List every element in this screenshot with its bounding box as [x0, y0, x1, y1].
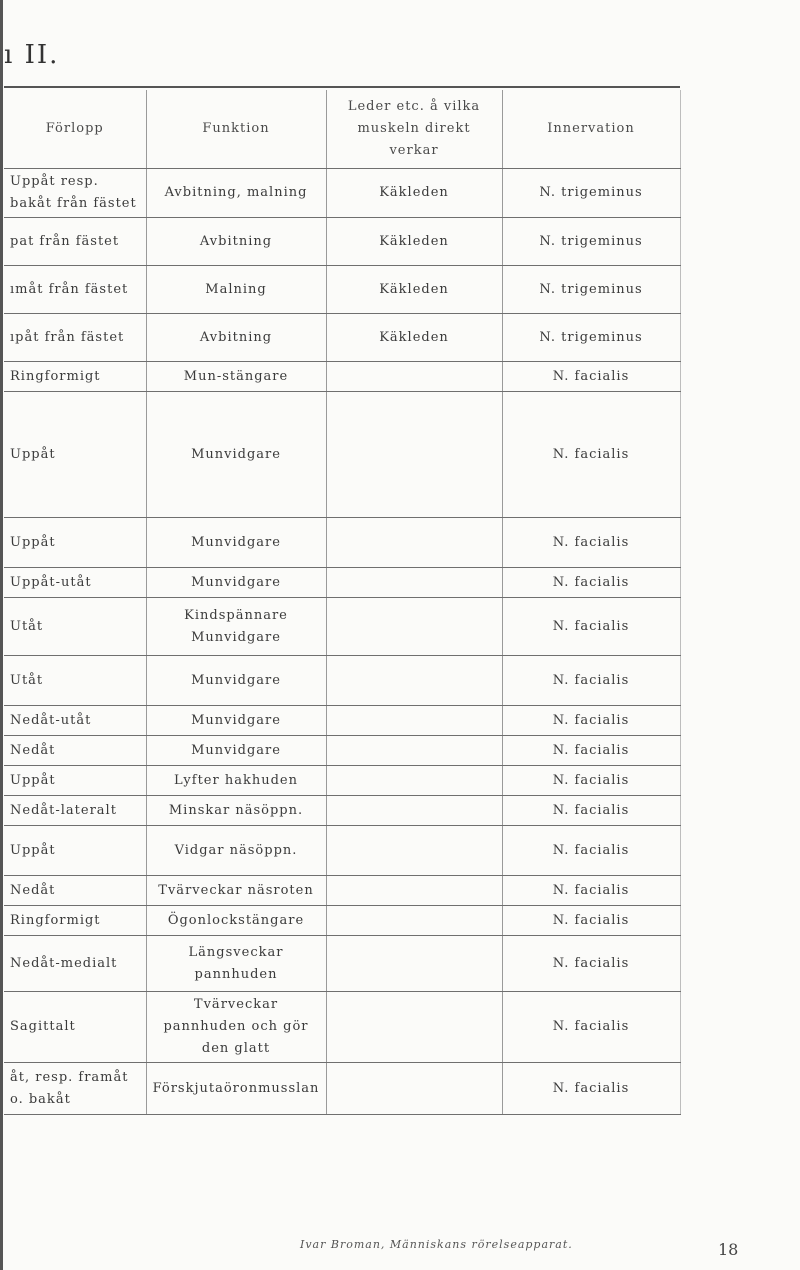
- cell-innervation: N. facialis: [502, 826, 680, 876]
- cell-innervation: N. facialis: [502, 906, 680, 936]
- cell-leder: [326, 766, 502, 796]
- table-row: [4, 906, 680, 936]
- table-row: [4, 266, 680, 314]
- cell-innervation: N. facialis: [502, 992, 680, 1063]
- cell-innervation: N. trigeminus: [502, 169, 680, 218]
- cell-innervation: N. facialis: [502, 706, 680, 736]
- cell-forlopp: Nedåt-medialt: [4, 936, 146, 992]
- cell-leder: [326, 598, 502, 656]
- cell-forlopp: Uppåt: [4, 826, 146, 876]
- cell-innervation: N. facialis: [502, 518, 680, 568]
- cell-forlopp: Utåt: [4, 598, 146, 656]
- cell-forlopp: Ringformigt: [4, 362, 146, 392]
- cell-funktion: Längsveckar pannhuden: [146, 936, 326, 992]
- cell-forlopp: Uppåt resp. bakåt från fästet: [4, 169, 146, 218]
- table-row: [4, 736, 680, 766]
- table-row: [4, 992, 680, 1063]
- cell-innervation: N. facialis: [502, 876, 680, 906]
- cell-innervation: N. facialis: [502, 656, 680, 706]
- cell-leder: [326, 992, 502, 1063]
- cell-funktion: Ögonlockstängare: [146, 906, 326, 936]
- table-row: [4, 568, 680, 598]
- header-forlopp: Förlopp: [4, 90, 146, 169]
- cell-leder: [326, 906, 502, 936]
- cell-forlopp: Uppåt: [4, 766, 146, 796]
- section-marker: ı II.: [4, 40, 60, 70]
- cell-innervation: N. facialis: [502, 736, 680, 766]
- cell-innervation: N. facialis: [502, 568, 680, 598]
- header-funktion: Funktion: [146, 90, 326, 169]
- cell-forlopp: Nedåt-utåt: [4, 706, 146, 736]
- cell-leder: [326, 392, 502, 518]
- cell-funktion: Malning: [146, 266, 326, 314]
- table-row: [4, 656, 680, 706]
- cell-funktion: Avbitning: [146, 314, 326, 362]
- table-row: [4, 876, 680, 906]
- cell-funktion: Munvidgare: [146, 392, 326, 518]
- cell-leder: [326, 706, 502, 736]
- table-row: [4, 518, 680, 568]
- table-row: [4, 826, 680, 876]
- cell-leder: [326, 796, 502, 826]
- cell-forlopp: Uppåt: [4, 392, 146, 518]
- table-row: [4, 392, 680, 518]
- table-row: [4, 936, 680, 992]
- cell-innervation: N. trigeminus: [502, 266, 680, 314]
- cell-forlopp: Sagittalt: [4, 992, 146, 1063]
- cell-forlopp: Utåt: [4, 656, 146, 706]
- cell-funktion: Avbitning, malning: [146, 169, 326, 218]
- cell-leder: [326, 1063, 502, 1115]
- cell-funktion: Avbitning: [146, 218, 326, 266]
- cell-innervation: N. facialis: [502, 796, 680, 826]
- cell-innervation: N. facialis: [502, 362, 680, 392]
- cell-funktion: Munvidgare: [146, 736, 326, 766]
- cell-forlopp: Nedåt-lateralt: [4, 796, 146, 826]
- muscle-table: [4, 90, 681, 1115]
- cell-funktion: Munvidgare: [146, 518, 326, 568]
- cell-forlopp: ımåt från fästet: [4, 266, 146, 314]
- cell-forlopp: Ringformigt: [4, 906, 146, 936]
- cell-funktion: Vidgar näsöppn.: [146, 826, 326, 876]
- cell-leder: [326, 362, 502, 392]
- table-row: [4, 218, 680, 266]
- cell-funktion: Förskjutaöronmusslan: [146, 1063, 326, 1115]
- cell-funktion: Lyfter hakhuden: [146, 766, 326, 796]
- cell-leder: Käkleden: [326, 218, 502, 266]
- cell-leder: [326, 518, 502, 568]
- table-row: [4, 796, 680, 826]
- cell-leder: [326, 826, 502, 876]
- cell-leder: [326, 736, 502, 766]
- table-row: [4, 169, 680, 218]
- header-innervation: Innervation: [502, 90, 680, 169]
- table-row: [4, 314, 680, 362]
- page-number: 18: [718, 1240, 739, 1259]
- cell-funktion: Mun-stängare: [146, 362, 326, 392]
- table-row: [4, 706, 680, 736]
- table-body: [4, 169, 680, 1115]
- cell-innervation: N. facialis: [502, 598, 680, 656]
- cell-forlopp: Uppåt-utåt: [4, 568, 146, 598]
- table-row: [4, 1063, 680, 1115]
- cell-forlopp: Uppåt: [4, 518, 146, 568]
- cell-forlopp: åt, resp. framåt o. bakåt: [4, 1063, 146, 1115]
- cell-innervation: N. trigeminus: [502, 218, 680, 266]
- cell-innervation: N. facialis: [502, 392, 680, 518]
- cell-leder: Käkleden: [326, 266, 502, 314]
- cell-forlopp: Nedåt: [4, 876, 146, 906]
- cell-funktion: Munvidgare: [146, 656, 326, 706]
- cell-funktion: Kindspännare Munvidgare: [146, 598, 326, 656]
- table-row: [4, 362, 680, 392]
- cell-leder: [326, 876, 502, 906]
- cell-funktion: Munvidgare: [146, 706, 326, 736]
- cell-forlopp: pat från fästet: [4, 218, 146, 266]
- table-row: [4, 766, 680, 796]
- cell-funktion: Tvärveckar näsroten: [146, 876, 326, 906]
- cell-leder: Käkleden: [326, 169, 502, 218]
- cell-innervation: N. trigeminus: [502, 314, 680, 362]
- header-leder: Leder etc. å vilka muskeln direkt verkar: [326, 90, 502, 169]
- cell-forlopp: ıpåt från fästet: [4, 314, 146, 362]
- cell-funktion: Munvidgare: [146, 568, 326, 598]
- left-edge-mark: [0, 0, 3, 1270]
- cell-leder: [326, 656, 502, 706]
- cell-leder: [326, 936, 502, 992]
- cell-leder: Käkleden: [326, 314, 502, 362]
- header-rule: [4, 86, 680, 88]
- table-row: [4, 598, 680, 656]
- cell-funktion: Tvärveckar pannhuden och gör den glatt: [146, 992, 326, 1063]
- cell-funktion: Minskar näsöppn.: [146, 796, 326, 826]
- cell-leder: [326, 568, 502, 598]
- footer-citation: Ivar Broman, Människans rörelseapparat.: [300, 1238, 573, 1251]
- cell-innervation: N. facialis: [502, 766, 680, 796]
- table-header-row: [4, 90, 680, 169]
- cell-innervation: N. facialis: [502, 1063, 680, 1115]
- cell-forlopp: Nedåt: [4, 736, 146, 766]
- cell-innervation: N. facialis: [502, 936, 680, 992]
